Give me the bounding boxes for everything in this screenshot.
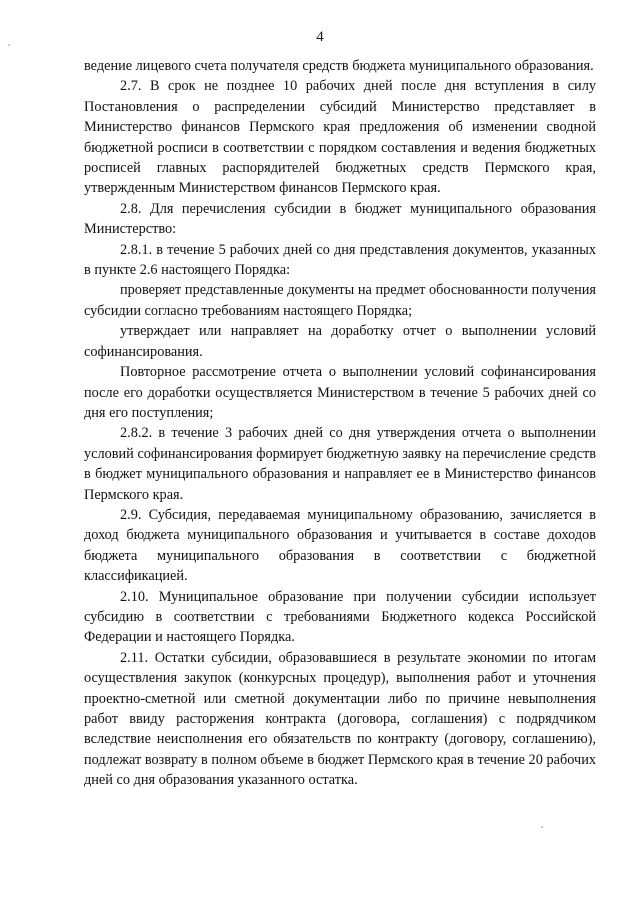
paragraph-1-continuation: ведение лицевого счета получателя средств бюджета муниципального образования. (84, 58, 594, 74)
page-number: 4 (316, 29, 324, 45)
paragraph-repeat-review: Повторное рассмотрение отчета о выполнении условий софинансирования после его доработки осуществляется Министерством в течение 5 рабочих дней со дня его поступления; (84, 364, 596, 421)
scan-speck-left (8, 44, 10, 46)
paragraph-2-9: 2.9. Субсидия, передаваемая муниципальному образованию, зачисляется в доход бюджета муниципального образования и учитывается в составе доходов бюджета муниципального образования в соответствии с бюджетной классификацией. (84, 506, 596, 585)
scan-speck-right (541, 826, 543, 828)
paragraph-2-8-2: 2.8.2. в течение 3 рабочих дней со дня утверждения отчета о выполнении условий софинансирования формирует бюджетную заявку на перечисление средств в бюджет муниципального образования и направляет ее в Министерство финансов Пермского края. (84, 425, 596, 503)
paragraph-2-7: 2.7. В срок не позднее 10 рабочих дней после дня вступления в силу Постановления о распределении субсидий Министерство представляет в Министерство финансов Пермского края предложения об изменении сводной бюджетной росписи в соответствии с порядком составления и ведения бюджетных росписей главных распорядителей бюджетных средств Пермского края, утвержденным Министерством финансов Пермского края. (84, 78, 596, 197)
paragraph-2-10: 2.10. Муниципальное образование при получении субсидии использует субсидию в соответствии с требованиями Бюджетного кодекса Российской Федерации и настоящего Порядка. (84, 588, 596, 646)
paragraph-2-11: 2.11. Остатки субсидии, образовавшиеся в результате экономии по итогам осуществления закупок (конкурсных процедур), выполнения работ и уточнения проектно-сметной или сметной документации либо по причине невыполнения работ ввиду расторжения контракта (договора, соглашения) с подрядчиком вследствие неисполнения его обязательств по контракту (договору, соглашению), подлежат возврату в полном объеме в бюджет Пермского края в течение 20 рабочих дней со дня образования указанного остатка. (84, 649, 596, 789)
paragraph-approves-report: утверждает или направляет на доработку отчет о выполнении условий софинансирования. (84, 323, 596, 360)
paragraph-2-8-1: 2.8.1. в течение 5 рабочих дней со дня представления документов, указанных в пункте 2.6 настоящего Порядка: (84, 241, 596, 279)
paragraph-checks-documents: проверяет представленные документы на предмет обоснованности получения субсидии согласно требованиям настоящего Порядка; (84, 282, 596, 319)
paragraph-2-8: 2.8. Для перечисления субсидии в бюджет муниципального образования Министерство: (84, 200, 596, 238)
document-body (84, 56, 596, 791)
